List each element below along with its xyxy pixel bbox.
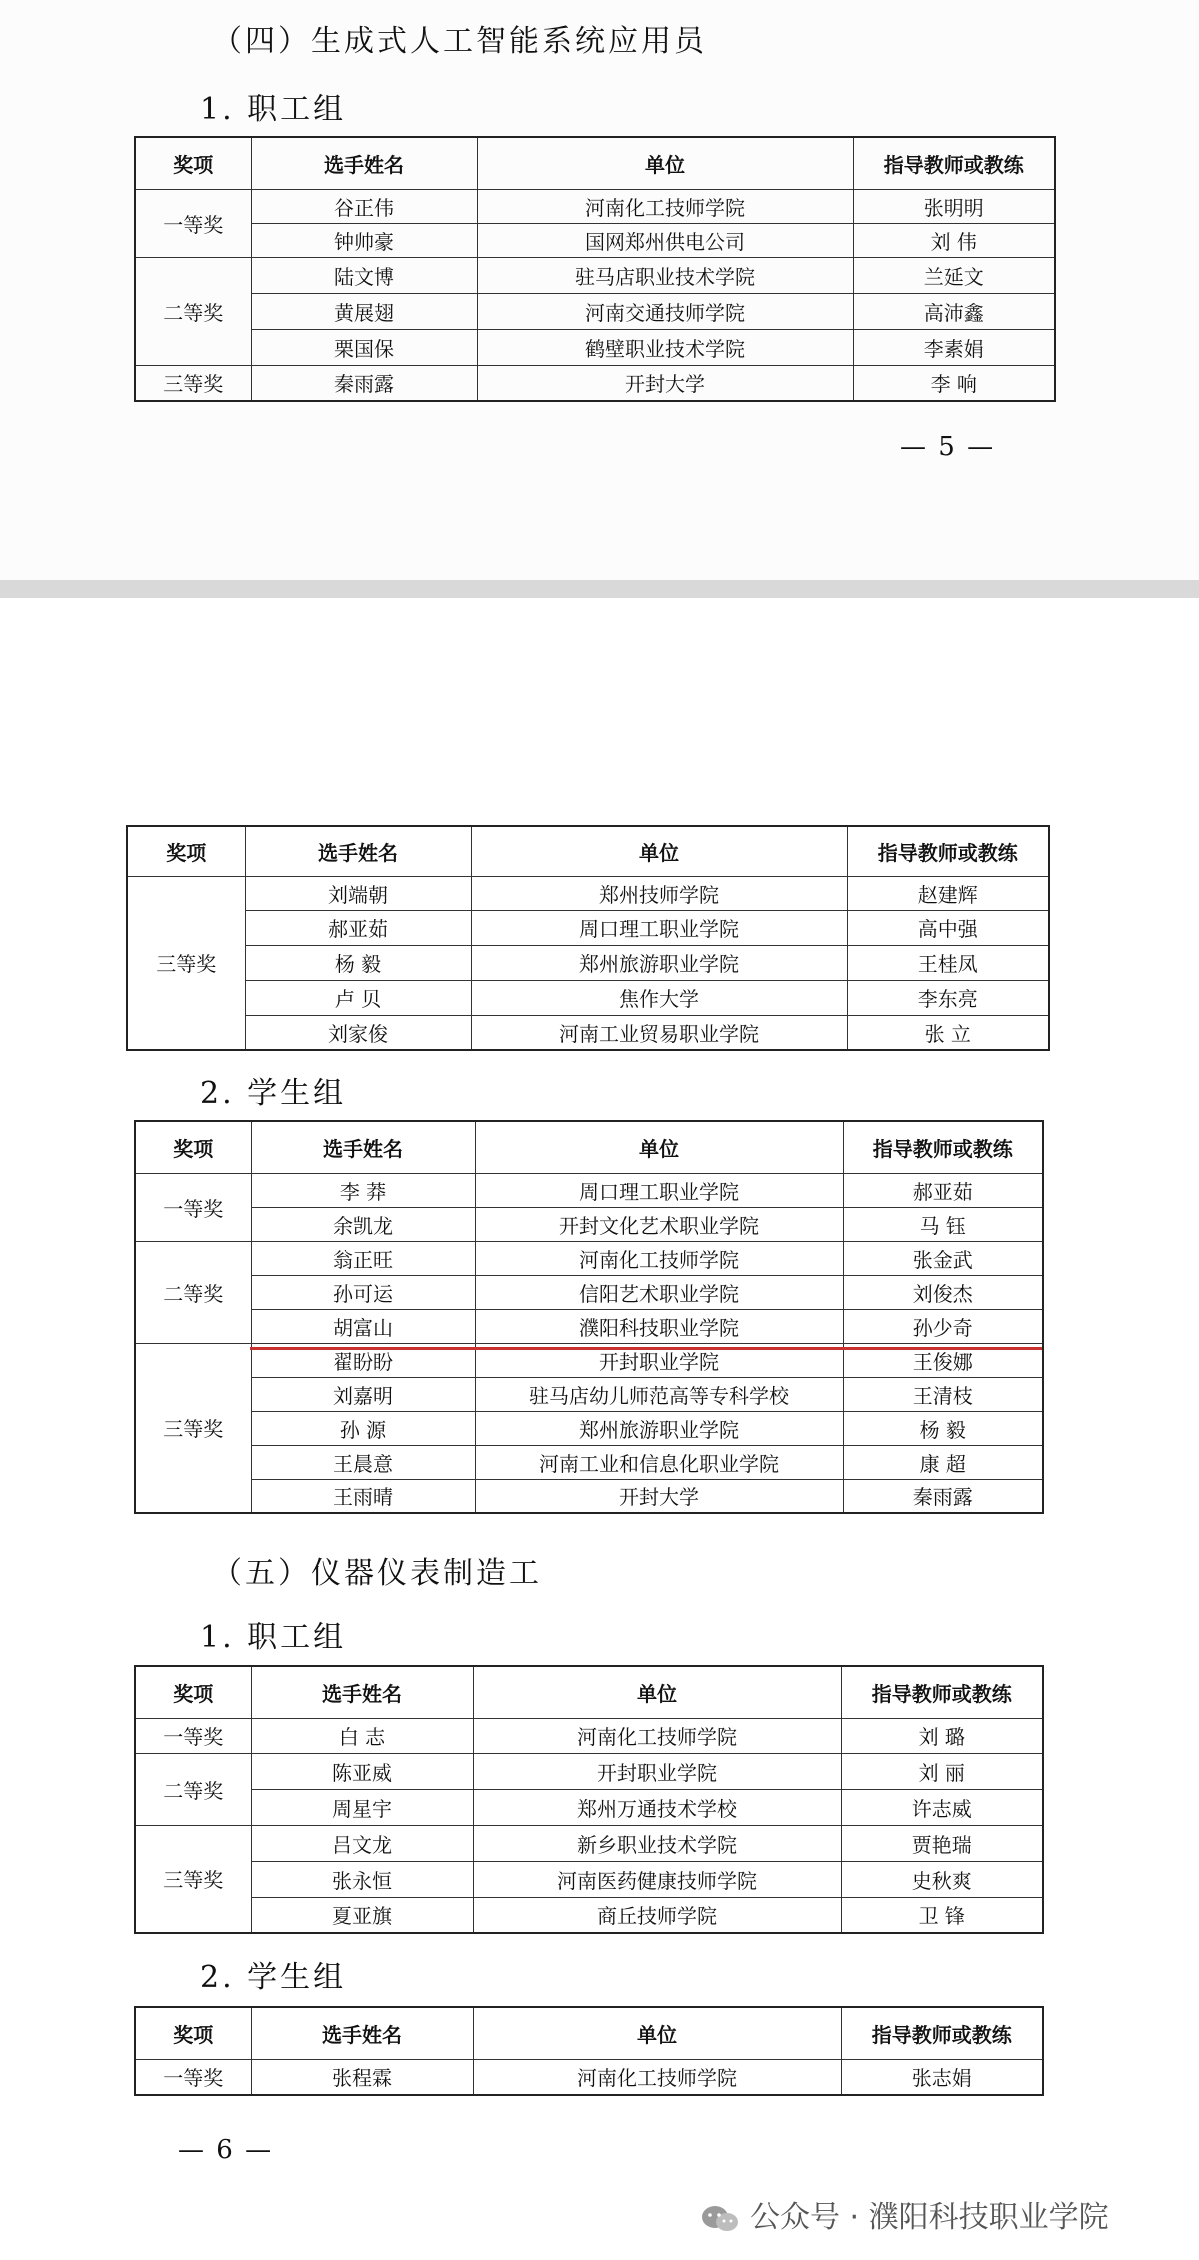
award-cell: 三等奖 bbox=[135, 1343, 251, 1513]
unit-cell: 濮阳科技职业学院 bbox=[475, 1309, 843, 1343]
header-coach: 指导教师或教练 bbox=[843, 1121, 1043, 1173]
name-cell: 杨 毅 bbox=[245, 945, 471, 980]
award-cell: 一等奖 bbox=[135, 1173, 251, 1241]
header-unit: 单位 bbox=[475, 1121, 843, 1173]
header-name: 选手姓名 bbox=[245, 826, 471, 876]
table-row bbox=[135, 1825, 1043, 1861]
coach-cell: 高中强 bbox=[847, 910, 1049, 945]
coach-cell: 刘俊杰 bbox=[843, 1275, 1043, 1309]
award-cell: 二等奖 bbox=[135, 1753, 251, 1825]
table-header-row bbox=[135, 137, 1055, 189]
header-name: 选手姓名 bbox=[251, 137, 477, 189]
name-cell: 钟帅豪 bbox=[251, 223, 477, 257]
header-unit: 单位 bbox=[473, 1666, 841, 1718]
table-row bbox=[135, 1897, 1043, 1933]
unit-cell: 河南化工技师学院 bbox=[473, 1718, 841, 1753]
table-row bbox=[135, 2059, 1043, 2095]
coach-cell: 刘 伟 bbox=[853, 223, 1055, 257]
coach-cell: 王清枝 bbox=[843, 1377, 1043, 1411]
group-heading-staff-5: 1. 职工组 bbox=[200, 1620, 347, 1655]
coach-cell: 王俊娜 bbox=[843, 1343, 1043, 1377]
name-cell: 翁正旺 bbox=[251, 1241, 475, 1275]
section-heading-5: （五）仪器仪表制造工 bbox=[212, 1556, 542, 1591]
name-cell: 黄展翅 bbox=[251, 293, 477, 329]
table-row bbox=[127, 945, 1049, 980]
header-coach: 指导教师或教练 bbox=[841, 2007, 1043, 2059]
coach-cell: 秦雨露 bbox=[843, 1479, 1043, 1513]
name-cell: 郝亚茹 bbox=[245, 910, 471, 945]
coach-cell: 李东亮 bbox=[847, 980, 1049, 1015]
award-table-5-staff bbox=[134, 1665, 1044, 1934]
coach-cell: 杨 毅 bbox=[843, 1411, 1043, 1445]
header-award: 奖项 bbox=[127, 826, 245, 876]
header-name: 选手姓名 bbox=[251, 1121, 475, 1173]
watermark bbox=[700, 2192, 1109, 2236]
unit-cell: 河南化工技师学院 bbox=[477, 189, 853, 223]
name-cell: 张程霖 bbox=[251, 2059, 473, 2095]
unit-cell: 周口理工职业学院 bbox=[471, 910, 847, 945]
unit-cell: 河南医药健康技师学院 bbox=[473, 1861, 841, 1897]
award-cell: 二等奖 bbox=[135, 1241, 251, 1343]
name-cell: 李 莽 bbox=[251, 1173, 475, 1207]
name-cell: 王雨晴 bbox=[251, 1479, 475, 1513]
table-row-highlighted bbox=[135, 1309, 1043, 1343]
page-number-6: — 6 — bbox=[178, 2135, 274, 2165]
table-row bbox=[135, 1753, 1043, 1789]
section-heading-4: （四）生成式人工智能系统应用员 bbox=[212, 24, 707, 59]
table-row bbox=[127, 980, 1049, 1015]
coach-cell: 贾艳瑞 bbox=[841, 1825, 1043, 1861]
unit-cell: 郑州技师学院 bbox=[471, 876, 847, 910]
unit-cell: 郑州万通技术学校 bbox=[473, 1789, 841, 1825]
unit-cell: 商丘技师学院 bbox=[473, 1897, 841, 1933]
name-cell: 余凯龙 bbox=[251, 1207, 475, 1241]
unit-cell: 河南工业和信息化职业学院 bbox=[475, 1445, 843, 1479]
award-table-4-staff bbox=[134, 136, 1056, 402]
name-cell: 白 志 bbox=[251, 1718, 473, 1753]
name-cell: 夏亚旗 bbox=[251, 1897, 473, 1933]
header-award: 奖项 bbox=[135, 2007, 251, 2059]
name-cell: 胡富山 bbox=[251, 1309, 475, 1343]
award-cell: 三等奖 bbox=[127, 876, 245, 1050]
coach-cell: 李素娟 bbox=[853, 329, 1055, 365]
unit-cell: 河南交通技师学院 bbox=[477, 293, 853, 329]
unit-cell: 焦作大学 bbox=[471, 980, 847, 1015]
table-row bbox=[135, 365, 1055, 401]
table-row bbox=[135, 1207, 1043, 1241]
table-row bbox=[135, 1479, 1043, 1513]
coach-cell: 李 响 bbox=[853, 365, 1055, 401]
header-name: 选手姓名 bbox=[251, 1666, 473, 1718]
coach-cell: 郝亚茹 bbox=[843, 1173, 1043, 1207]
unit-cell: 开封职业学院 bbox=[475, 1343, 843, 1377]
header-coach: 指导教师或教练 bbox=[847, 826, 1049, 876]
watermark-text: 公众号 · 濮阳科技职业学院 bbox=[750, 2200, 1109, 2235]
unit-cell: 鹤壁职业技术学院 bbox=[477, 329, 853, 365]
coach-cell: 兰延文 bbox=[853, 257, 1055, 293]
name-cell: 孙 源 bbox=[251, 1411, 475, 1445]
table-row bbox=[135, 1718, 1043, 1753]
table-header-row bbox=[135, 1666, 1043, 1718]
award-cell: 三等奖 bbox=[135, 365, 251, 401]
coach-cell: 许志威 bbox=[841, 1789, 1043, 1825]
header-award: 奖项 bbox=[135, 137, 251, 189]
coach-cell: 史秋爽 bbox=[841, 1861, 1043, 1897]
coach-cell: 康 超 bbox=[843, 1445, 1043, 1479]
unit-cell: 开封大学 bbox=[477, 365, 853, 401]
table-row bbox=[135, 293, 1055, 329]
award-cell: 二等奖 bbox=[135, 257, 251, 365]
coach-cell: 王桂凤 bbox=[847, 945, 1049, 980]
unit-cell: 河南化工技师学院 bbox=[475, 1241, 843, 1275]
table-row bbox=[135, 223, 1055, 257]
name-cell: 王晨意 bbox=[251, 1445, 475, 1479]
name-cell: 陈亚威 bbox=[251, 1753, 473, 1789]
coach-cell: 刘 璐 bbox=[841, 1718, 1043, 1753]
table-header-row bbox=[127, 826, 1049, 876]
coach-cell: 赵建辉 bbox=[847, 876, 1049, 910]
unit-cell: 郑州旅游职业学院 bbox=[475, 1411, 843, 1445]
award-table-4-staff-continued bbox=[126, 825, 1050, 1051]
name-cell: 陆文博 bbox=[251, 257, 477, 293]
group-heading-students-5: 2. 学生组 bbox=[200, 1960, 347, 1995]
name-cell: 刘嘉明 bbox=[251, 1377, 475, 1411]
unit-cell: 新乡职业技术学院 bbox=[473, 1825, 841, 1861]
table-row bbox=[127, 910, 1049, 945]
coach-cell: 高沛鑫 bbox=[853, 293, 1055, 329]
name-cell: 刘端朝 bbox=[245, 876, 471, 910]
group-heading-staff: 1. 职工组 bbox=[200, 92, 347, 127]
table-row bbox=[135, 1789, 1043, 1825]
table-row bbox=[135, 1241, 1043, 1275]
name-cell: 张永恒 bbox=[251, 1861, 473, 1897]
group-heading-students: 2. 学生组 bbox=[200, 1076, 347, 1111]
page-separator bbox=[0, 580, 1199, 598]
unit-cell: 驻马店幼儿师范高等专科学校 bbox=[475, 1377, 843, 1411]
header-award: 奖项 bbox=[135, 1121, 251, 1173]
name-cell: 孙可运 bbox=[251, 1275, 475, 1309]
header-coach: 指导教师或教练 bbox=[853, 137, 1055, 189]
coach-cell: 马 钰 bbox=[843, 1207, 1043, 1241]
table-row bbox=[135, 189, 1055, 223]
table-row bbox=[135, 1377, 1043, 1411]
table-header-row bbox=[135, 2007, 1043, 2059]
award-cell: 一等奖 bbox=[135, 1718, 251, 1753]
table-row bbox=[127, 876, 1049, 910]
unit-cell: 河南工业贸易职业学院 bbox=[471, 1015, 847, 1050]
unit-cell: 驻马店职业技术学院 bbox=[477, 257, 853, 293]
wechat-icon bbox=[700, 2204, 740, 2234]
award-cell: 一等奖 bbox=[135, 189, 251, 257]
award-cell: 三等奖 bbox=[135, 1825, 251, 1933]
award-table-4-students bbox=[134, 1120, 1044, 1514]
award-table-5-students bbox=[134, 2006, 1044, 2096]
coach-cell: 张 立 bbox=[847, 1015, 1049, 1050]
unit-cell: 郑州旅游职业学院 bbox=[471, 945, 847, 980]
coach-cell: 卫 锋 bbox=[841, 1897, 1043, 1933]
header-unit: 单位 bbox=[477, 137, 853, 189]
coach-cell: 张金武 bbox=[843, 1241, 1043, 1275]
highlight-underline bbox=[250, 1347, 1042, 1350]
table-row bbox=[135, 1445, 1043, 1479]
table-row bbox=[135, 257, 1055, 293]
name-cell: 栗国保 bbox=[251, 329, 477, 365]
name-cell: 翟盼盼 bbox=[251, 1343, 475, 1377]
unit-cell: 开封职业学院 bbox=[473, 1753, 841, 1789]
unit-cell: 周口理工职业学院 bbox=[475, 1173, 843, 1207]
table-row bbox=[135, 1411, 1043, 1445]
table-header-row bbox=[135, 1121, 1043, 1173]
table-row bbox=[127, 1015, 1049, 1050]
header-unit: 单位 bbox=[471, 826, 847, 876]
page-number-5: — 5 — bbox=[900, 432, 996, 462]
name-cell: 周星宇 bbox=[251, 1789, 473, 1825]
table-row bbox=[135, 1275, 1043, 1309]
page-5 bbox=[0, 0, 1199, 580]
table-row bbox=[135, 1861, 1043, 1897]
coach-cell: 张明明 bbox=[853, 189, 1055, 223]
table-row bbox=[135, 1173, 1043, 1207]
unit-cell: 开封大学 bbox=[475, 1479, 843, 1513]
name-cell: 卢 贝 bbox=[245, 980, 471, 1015]
unit-cell: 河南化工技师学院 bbox=[473, 2059, 841, 2095]
name-cell: 吕文龙 bbox=[251, 1825, 473, 1861]
unit-cell: 信阳艺术职业学院 bbox=[475, 1275, 843, 1309]
header-unit: 单位 bbox=[473, 2007, 841, 2059]
header-coach: 指导教师或教练 bbox=[841, 1666, 1043, 1718]
unit-cell: 开封文化艺术职业学院 bbox=[475, 1207, 843, 1241]
table-row bbox=[135, 329, 1055, 365]
unit-cell: 国网郑州供电公司 bbox=[477, 223, 853, 257]
coach-cell: 孙少奇 bbox=[843, 1309, 1043, 1343]
name-cell: 谷正伟 bbox=[251, 189, 477, 223]
award-cell: 一等奖 bbox=[135, 2059, 251, 2095]
header-name: 选手姓名 bbox=[251, 2007, 473, 2059]
coach-cell: 刘 丽 bbox=[841, 1753, 1043, 1789]
coach-cell: 张志娟 bbox=[841, 2059, 1043, 2095]
name-cell: 刘家俊 bbox=[245, 1015, 471, 1050]
name-cell: 秦雨露 bbox=[251, 365, 477, 401]
header-award: 奖项 bbox=[135, 1666, 251, 1718]
